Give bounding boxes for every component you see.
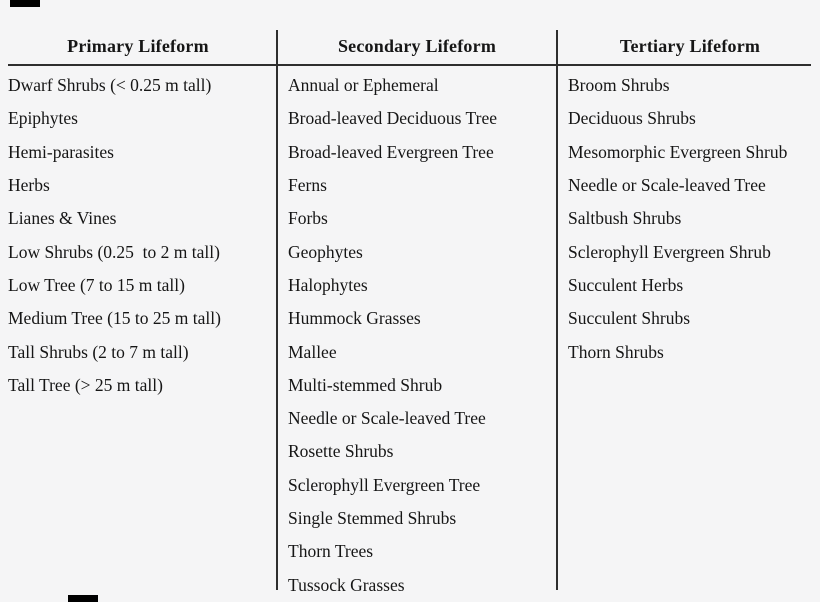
tertiary-lifeform-list [568,69,787,369]
table-cell: Epiphytes [8,108,78,129]
scan-artifact-bar-top [10,0,40,7]
table-cell: Annual or Ephemeral [288,75,439,96]
column-header-secondary-lifeform: Secondary Lifeform [337,36,497,56]
table-cell: Single Stemmed Shrubs [288,508,457,528]
table-cell: Tussock Grasses [288,574,405,595]
secondary-lifeform-list [288,69,497,602]
table-cell: Mesomorphic Evergreen Shrub [568,141,788,162]
table-cell: Sclerophyll Evergreen Shrub [568,241,771,262]
table-cell: Deciduous Shrubs [568,108,696,129]
table-cell: Needle or Scale-leaved Tree [568,175,766,196]
table-cell: Broom Shrubs [568,75,670,96]
table-cell: Ferns [288,175,327,196]
column-header-primary-lifeform: Primary Lifeform [67,36,209,56]
header-underline-rule [8,64,811,66]
table-cell: Forbs [288,208,328,229]
table-cell: Geophytes [288,241,363,262]
scan-artifact-bar-bottom [68,595,98,602]
table-cell: Dwarf Shrubs (< 0.25 m tall) [8,75,212,96]
table-cell: Lianes & Vines [8,208,117,229]
table-cell: Rosette Shrubs [288,441,394,462]
column-divider-1 [276,30,278,590]
table-cell: Succulent Shrubs [568,308,691,329]
table-cell: Broad-leaved Deciduous Tree [288,108,497,129]
table-cell: Low Tree (7 to 15 m tall) [8,274,185,295]
table-cell: Thorn Trees [288,541,374,562]
table-cell: Succulent Herbs [568,274,684,295]
column-header-tertiary-lifeform: Tertiary Lifeform [619,36,761,56]
table-cell: Needle or Scale-leaved Tree [288,408,486,429]
table-cell: Herbs [8,175,50,196]
table-cell: Saltbush Shrubs [568,208,682,229]
table-cell: Tall Tree (> 25 m tall) [8,374,163,395]
table-cell: Broad-leaved Evergreen Tree [288,141,494,162]
table-cell: Low Shrubs (0.25 to 2 m tall) [8,241,220,262]
table-cell: Hemi-parasites [8,141,114,162]
table-cell: Sclerophyll Evergreen Tree [288,474,481,495]
table-cell: Medium Tree (15 to 25 m tall) [8,308,221,329]
column-divider-2 [556,30,558,590]
table-cell: Tall Shrubs (2 to 7 m tall) [8,341,189,362]
primary-lifeform-list [8,69,221,402]
table-cell: Multi-stemmed Shrub [288,374,443,395]
table-cell: Thorn Shrubs [568,341,664,362]
table-cell: Mallee [288,341,337,362]
table-cell: Hummock Grasses [288,308,421,329]
table-cell: Halophytes [288,274,368,295]
